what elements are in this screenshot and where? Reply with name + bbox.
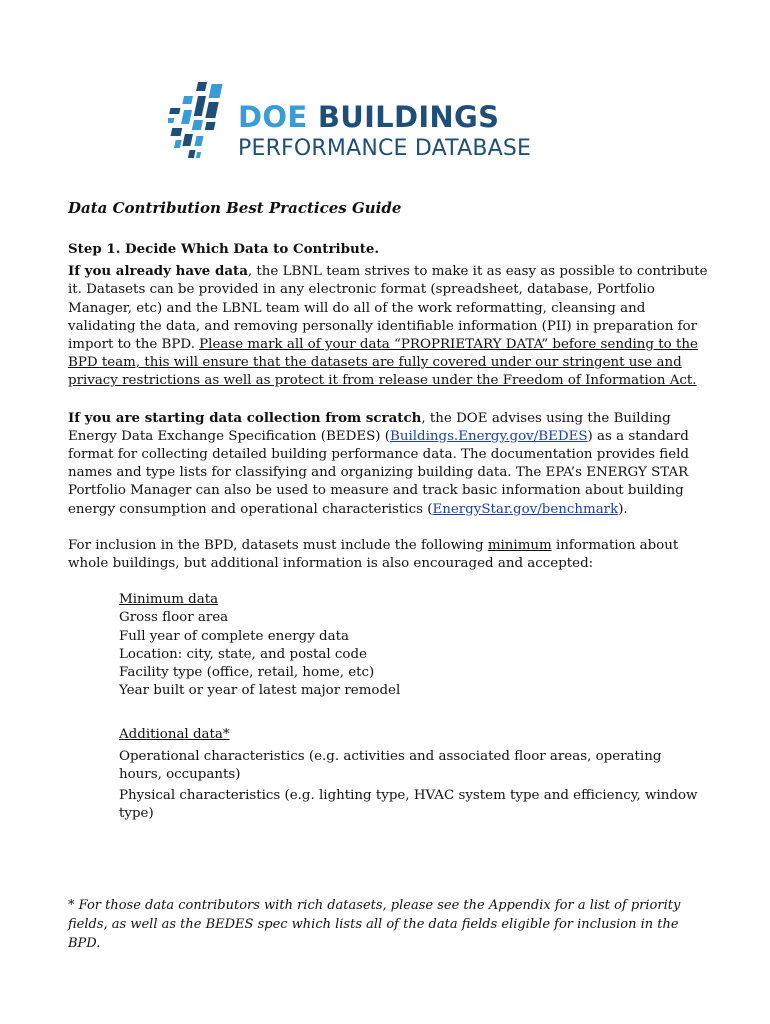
energystar-link[interactable]: EnergyStar.gov/benchmark	[432, 501, 619, 517]
logo-doe-text: DOE	[238, 100, 308, 134]
list-item: Operational characteristics (e.g. activities and associated floor areas, operating hours, occupants)	[119, 748, 662, 782]
minimum-data-heading: Minimum data	[119, 592, 219, 608]
minimum-data-list	[68, 591, 708, 700]
paragraph-inclusion	[68, 537, 708, 573]
list-item: Gross floor area	[119, 610, 229, 626]
list-item: Physical characteristics (e.g. lighting type, HVAC system type and efficiency, window type)	[119, 788, 698, 822]
footnote: * For those data contributors with rich datasets, please see the Appendix for a list of priority fields, as well as the BEDES spec which lists all of the data fields eligible for inclusion in the BPD.	[68, 898, 681, 952]
paragraph-text: For inclusion in the BPD, datasets must include the following	[68, 537, 488, 553]
list-item: Year built or year of latest major remodel	[119, 683, 401, 699]
list-item: Full year of complete energy data	[119, 628, 349, 644]
paragraph-text: information about whole buildings, but additional information is also encouraged and accepted:	[68, 537, 679, 572]
paragraph-text: , the DOE advises using the Building Energy Data Exchange Specification (BEDES) (	[68, 410, 671, 444]
logo-buildings-text: BUILDINGS	[317, 100, 500, 134]
paragraph-text: , the LBNL team strives to make it as easy as possible to contribute it. Datasets can be provided in any electronic format (spreadsheet, database, Portfolio Manager, etc) and the LBNL team will do all of the work reformatting, cleansing and validating the data, and removing personally identifiable information (PII) in preparation for import to the BPD.	[68, 264, 708, 353]
paragraph-text: ) as a standard format for collecting detailed building performance data. The documentation provides field names and type lists for classifying and organizing building data. The EPA’s ENERGY STAR Portfolio Manager can also be used to measure and track basic information about building energy consumption and operational characteristics (	[68, 428, 689, 517]
logo-title-line2: PERFORMANCE DATABASE	[238, 136, 532, 161]
paragraph-lead: If you already have data	[68, 263, 248, 280]
logo-mark-icon	[168, 82, 234, 164]
logo-title-line1	[238, 101, 499, 133]
step-heading: Step 1. Decide Which Data to Contribute.	[68, 241, 380, 257]
bedes-link[interactable]: Buildings.Energy.gov/BEDES	[389, 428, 588, 444]
doe-bpd-logo	[168, 82, 608, 172]
list-item: Location: city, state, and postal code	[119, 646, 367, 662]
proprietary-notice: Please mark all of your data “PROPRIETARY DATA” before sending to the BPD team, this will ensure that the datasets are fully covered under our stringent use and privacy restrictions as well as protect it from release under the Freedom of Information Act.	[68, 337, 698, 389]
additional-data-list	[68, 726, 708, 823]
paragraph-text: ).	[618, 501, 628, 517]
additional-data-heading: Additional data*	[119, 727, 230, 743]
document-body	[68, 198, 708, 953]
paragraph-new-data	[68, 409, 708, 519]
paragraph-lead: If you are starting data collection from scratch	[68, 409, 422, 426]
list-item: Facility type (office, retail, home, etc)	[119, 665, 375, 681]
paragraph-existing-data	[68, 262, 708, 390]
minimum-emphasis: minimum	[487, 537, 552, 553]
page-title: Data Contribution Best Practices Guide	[68, 199, 402, 217]
